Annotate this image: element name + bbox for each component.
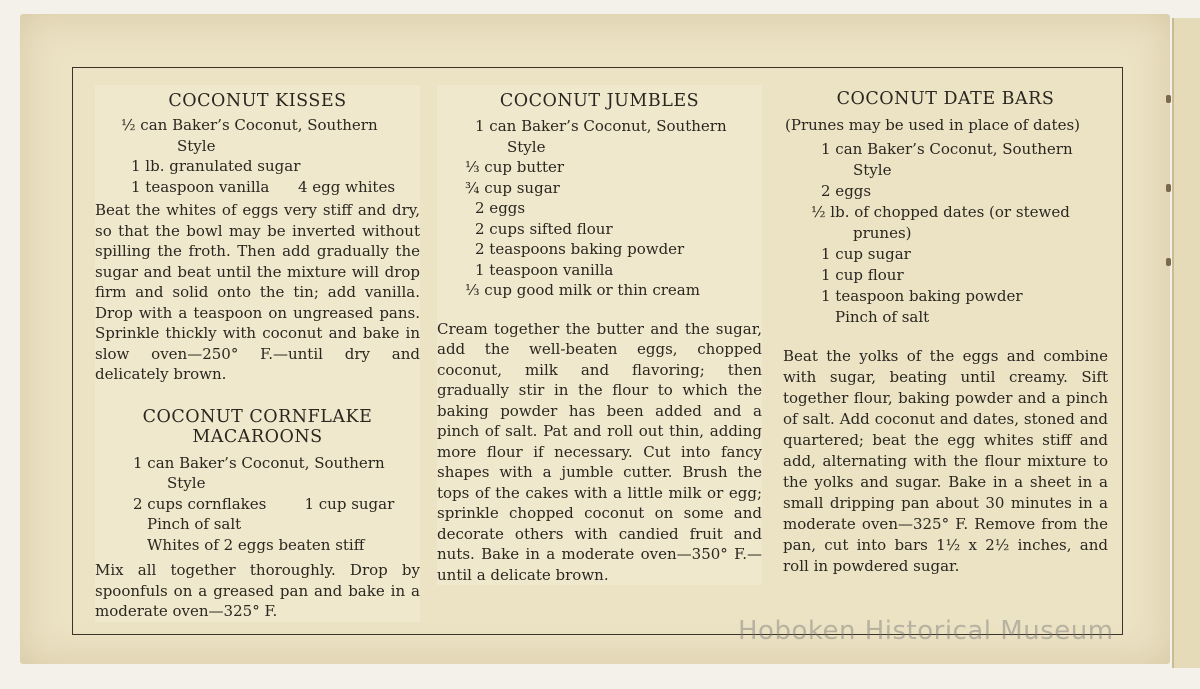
ingredient-line: Style — [853, 160, 892, 179]
ingredient-line: 1 lb. granulated sugar — [131, 157, 301, 175]
directions-kisses: Beat the whites of eggs very stiff and dry, so that the bowl may be inverted without spilling the froth. Then add gradually the sugar and beat until the mixture will drop firm and solid onto the tin; add vanilla. Drop with a teaspoon on ungreased pans. Sprinkle thickly with coconut and bake in slow oven—250° F.—until dry and delicately brown. — [95, 201, 420, 383]
ingredient-line: 1 can Baker’s Coconut, Southern — [821, 139, 1073, 158]
museum-watermark: Hoboken Historical Museum — [738, 616, 1114, 646]
recipe-title-kisses: COCONUT KISSES — [168, 91, 347, 111]
ingredients-datebars — [783, 139, 1108, 328]
ingredient-line: ½ can Baker’s Coconut, Southern — [121, 116, 378, 134]
ingredient-line: 1 can Baker’s Coconut, Southern — [475, 117, 727, 135]
ingredient-line: Style — [507, 137, 546, 156]
ingredient-line: 1 teaspoon vanilla — [475, 260, 614, 279]
recipe-note-datebars: (Prunes may be used in place of dates) — [785, 116, 1081, 134]
ingredient-line: 1 cup sugar — [821, 244, 911, 263]
ingredients-cornflake — [95, 453, 420, 556]
recipe-title-cornflake: COCONUT CORNFLAKE — [142, 406, 373, 427]
ingredient-line: ¾ cup sugar — [465, 178, 560, 197]
ingredient-line: Pinch of salt — [835, 307, 930, 326]
recipe-title-jumbles: COCONUT JUMBLES — [499, 91, 700, 111]
ingredient-line: 1 teaspoon vanilla 4 egg whites — [131, 177, 396, 196]
ingredient-line: Whites of 2 eggs beaten stiff — [147, 535, 365, 554]
ingredients-kisses — [95, 115, 420, 197]
ingredient-line: 1 can Baker’s Coconut, Southern — [133, 453, 385, 472]
ingredient-line: 2 cups cornflakes 1 cup sugar — [133, 494, 395, 513]
directions-jumbles: Cream together the butter and the sugar, add the well-beaten eggs, chopped coconut, milk and flavoring; then gradually stir in the flour to which the baking powder has been added and a pinch of salt. Pat and roll out thin, adding more flour if necessary. Cut into fancy shapes with a jumble cutter. Brush the tops of the cakes with a little milk or egg; sprinkle chopped coconut on some and decorate others with candied fruit and nuts. Bake in a moderate oven—350° F.—until a delicate brown. — [437, 319, 762, 584]
recipe-title-cornflake-line2: MACAROONS — [192, 426, 323, 447]
column-right — [783, 85, 1108, 577]
ingredient-line: ⅓ cup butter — [465, 158, 565, 176]
ingredient-line: ½ lb. of chopped dates (or stewed — [811, 202, 1070, 221]
ingredients-jumbles — [437, 116, 762, 301]
ingredient-line: 1 teaspoon baking powder — [821, 286, 1023, 305]
directions-cornflake: Mix all together thoroughly. Drop by spoonfuls on a greased pan and bake in a moderate oven—325° F. — [95, 561, 420, 620]
ingredient-line: ⅓ cup good milk or thin cream — [465, 281, 700, 299]
ingredient-line: Style — [167, 474, 206, 492]
recipe-title-datebars: COCONUT DATE BARS — [836, 89, 1055, 109]
ingredient-line: Style — [177, 136, 216, 155]
column-middle — [437, 85, 762, 585]
ingredient-line: 1 cup flour — [821, 265, 904, 284]
ingredient-line: 2 cups sifted flour — [475, 219, 613, 238]
ingredient-line: 2 eggs — [821, 181, 872, 200]
ingredient-line: prunes) — [853, 223, 912, 242]
column-left — [95, 85, 420, 622]
staple-hole — [1166, 258, 1171, 266]
ingredient-line: Pinch of salt — [147, 515, 242, 533]
ingredient-line: 2 teaspoons baking powder — [475, 240, 685, 258]
next-page-edge — [1172, 18, 1200, 668]
staple-hole — [1166, 184, 1171, 192]
ingredient-line: 2 eggs — [475, 199, 526, 217]
staple-hole — [1166, 95, 1171, 103]
directions-datebars: Beat the yolks of the eggs and combine with sugar, beating until creamy. Sift together flour, baking powder and a pinch of salt. Add coconut and dates, stoned and quartered; beat the egg whites stiff and add, alternating with the flour mixture to the yolks and sugar. Bake in a sheet in a small dripping pan about 30 minutes in a moderate oven—325° F. Remove from the pan, cut into bars 1½ x 2½ inches, and roll in powdered sugar. — [783, 346, 1108, 575]
